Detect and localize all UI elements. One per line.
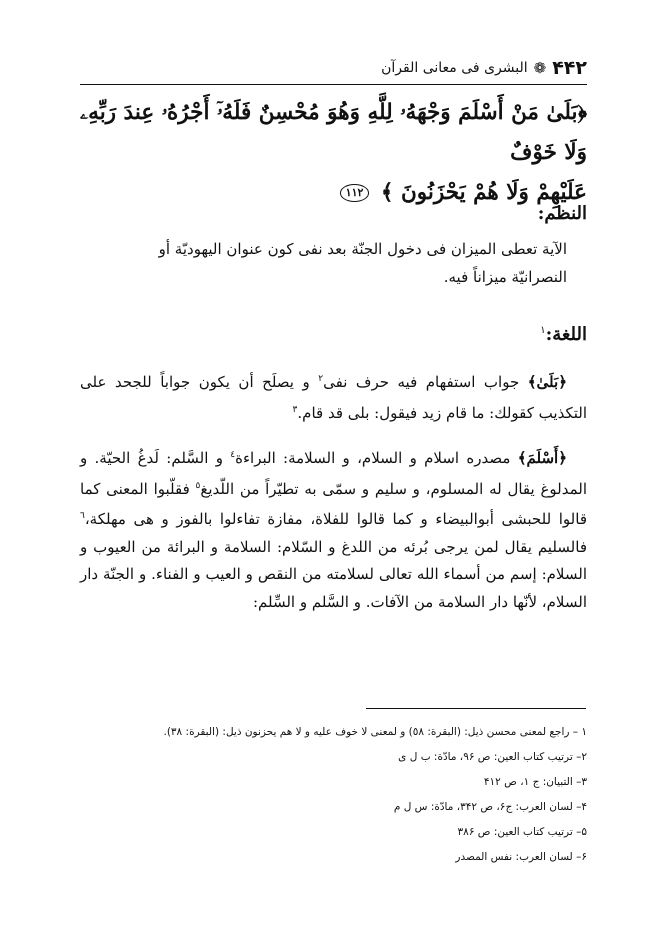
- footnote-ref-3: ٣: [292, 404, 298, 415]
- keyword-bala: ﴿بَلَىٰ﴾: [527, 373, 567, 391]
- footnote-6: ۶– لسان العرب: نفس المصدر: [455, 851, 587, 863]
- section-heading-nazm: النظم:: [537, 203, 587, 224]
- section-heading-lugha: [80, 324, 587, 345]
- bala-text-a: جواب استفهام فيه حرف نفى: [323, 373, 520, 391]
- footnote-ref-4: ٤: [230, 450, 236, 460]
- footnote-ref-5: ٥: [195, 480, 201, 491]
- running-header: [80, 56, 587, 80]
- footnote-5: ۵– ترتيب كتاب العين: ص ٣٨۶: [457, 826, 587, 838]
- footnote-ref-6: ٦: [80, 511, 85, 521]
- quran-verse: [80, 93, 587, 213]
- ayah-number-marker: ١١٢: [340, 184, 370, 202]
- page-number: ۴۴۲: [552, 57, 587, 79]
- bala-text-b: و يصلَح أن يكون جواباً للجحد على التكذيب كقولك: ما قام زيد فيقول: بلى قد قام.: [80, 373, 587, 422]
- nazm-line-1: الآية تعطى الميزان فى دخول الجنّة بعد نفى كون عنوان اليهوديّة أو: [158, 240, 567, 258]
- footnote-ref-2: ٢: [318, 374, 324, 384]
- verse-line-2: عَلَيْهِمْ وَلَا هُمْ يَحْزَنُونَ ﴾: [380, 180, 587, 205]
- lugha-heading-text: اللغة:: [545, 324, 587, 345]
- header-rule: [80, 84, 587, 85]
- book-title: البشرى فى معانى القرآن: [381, 60, 528, 76]
- aslama-text-c: فقلّبوا المعنى كما قالوا للحبشى أبوالبيضاء و كما قالوا للفلاة، مفازة تفاءلوا بالفوز و هى مهلكة،: [80, 479, 587, 528]
- nazm-line-2: النصرانيّة ميزاناً فيه.: [443, 267, 567, 286]
- paragraph-nazm: [80, 236, 587, 291]
- footnote-2: ٢– ترتيب كتاب العين: ص ٩۶، مادّة: ب ل ى: [398, 751, 587, 763]
- footnote-divider: [366, 708, 586, 709]
- footnote-3: ٣– التبيان: ج ١، ص ۴١٢: [483, 776, 587, 788]
- paragraph-aslama: [80, 442, 587, 616]
- verse-line-1: ﴿بَلَىٰ مَنْ أَسْلَمَ وَجْهَهُۥ لِلَّهِ وَهُوَ مُحْسِنٌ فَلَهُۥٓ أَجْرُهُۥ عِندَ رَبِّهِۦ وَلَا خَوْفٌ: [80, 100, 587, 165]
- aslama-text-b: و السَّلم: لَدغُ الحيّة. و المدلوغ يقال له المسلوم، و سليم و سمّى به تطيّراً من اللّديغ: [80, 449, 587, 498]
- keyword-aslama: ﴿أَسْلَمَ﴾: [517, 449, 567, 467]
- aslama-text-a: مصدره اسلام و السلام، و السلامة: البراءة: [235, 449, 511, 467]
- footnotes: [80, 720, 587, 870]
- footnote-4: ۴– لسان العرب: ج۶، ص ٣۴٢، مادّة: س ل م: [393, 801, 587, 813]
- footnote-ref-1: ١: [540, 325, 546, 336]
- aslama-text-d: فالسليم يقال لمن يرجى بُرئه من اللدغ و السّلام: السلامة و البرائة من العيوب و السلام: إسم من أسماء الله تعالى لسلامته من النقص و العيب و الفناء. و الجنّة دار السلام، لأنّها دار السلامة من الآفات. و السَّلم و السِّلم:: [80, 537, 587, 611]
- footnote-1: ١ – راجع لمعنى محسن ذيل: (البقرة: ٥٨) و لمعنى لا خوف عليه و لا هم يحزنون ذيل: (البقرة: ٣٨).: [163, 726, 587, 738]
- flower-ornament-icon: ❁: [533, 59, 547, 77]
- paragraph-bala: [80, 366, 587, 427]
